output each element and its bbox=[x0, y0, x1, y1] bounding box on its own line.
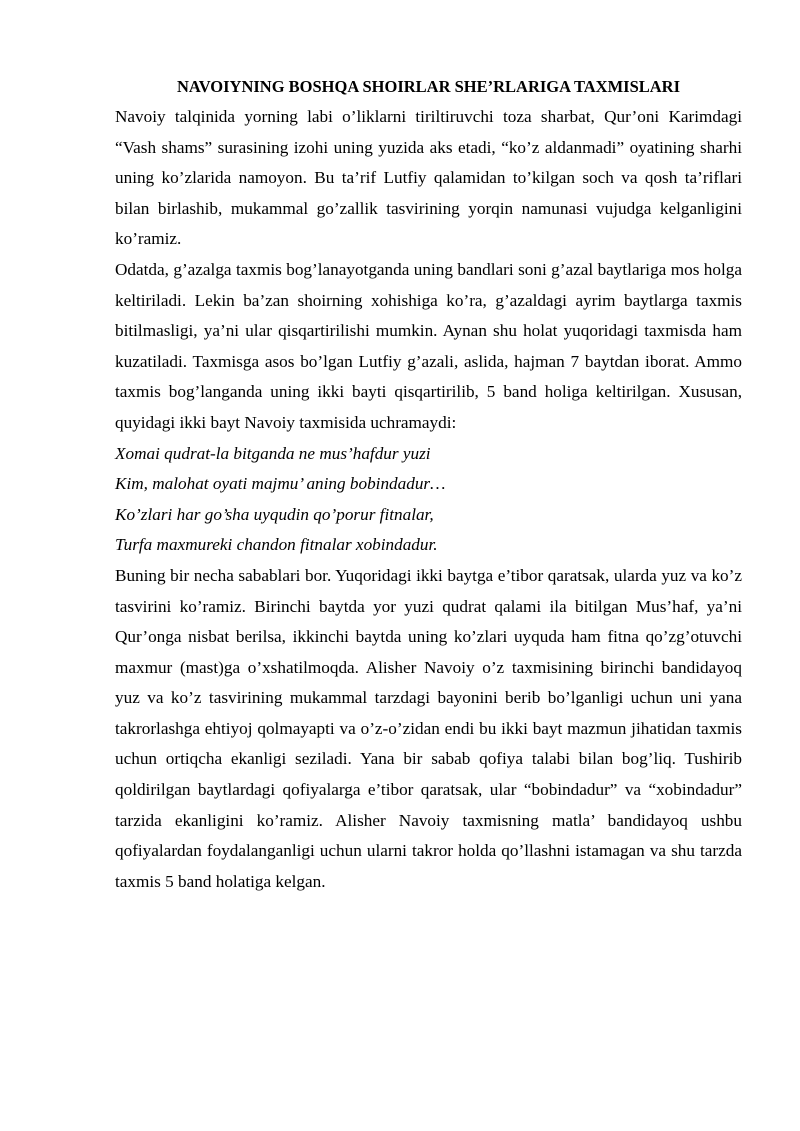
paragraph-1: Navoiy talqinida yorning labi o’liklarni tiriltiruvchi toza sharbat, Qur’oni Karimdagi “Vash shams” surasining izohi uning yuzida aks etadi, “ko’z aldanmadi” oyatining sharhi uning ko’zlarida namoyon. Bu ta’rif Lutfiy qalamidan to’kilgan soch va qosh ta’riflari bilan birlashib, mukammal go’zallik tasvirining yorqin namunasi vujudga kelganligini ko’ramiz. bbox=[115, 107, 742, 249]
paragraph-2: Odatda, g’azalga taxmis bog’lanayotganda uning bandlari soni g’azal baytlariga mos holga keltiriladi. Lekin ba’zan shoirning xohishiga ko’ra, g’azaldagi ayrim baytlarga taxmis bitilmasligi, ya’ni ular qisqartirilishi mumkin. Aynan shu holat yuqoridagi taxmisda ham kuzatiladi. Taxmisga asos bo’lgan Lutfiy g’azali, aslida, hajman 7 baytdan iborat. Ammo taxmis bog’langanda uning ikki bayti qisqartirilib, 5 band holiga keltirilgan. Xususan, quyidagi ikki bayt Navoiy taxmisida uchramaydi: bbox=[115, 259, 742, 432]
verse-line-3: Ko’zlari har go’sha uyqudin qo’porur fitnalar, bbox=[115, 504, 434, 524]
verse-line-2: Kim, malohat oyati majmu’ aning bobindadur… bbox=[115, 474, 446, 494]
paragraph-3: Buning bir necha sabablari bor. Yuqoridagi ikki baytga e’tibor qaratsak, ularda yuz va ko’z tasvirini ko’ramiz. Birinchi baytda yor yuzi qudrat qalami ila bitilgan Mus’haf, ya’ni Qur’onga nisbat berilsa, ikkinchi baytda uning ko’zlari uyquda ham fitna qo’zg’otuvchi maxmur (mast)ga o’xshatilmoqda. Alisher Navoiy o’z taxmisining birinchi bandidayoq yuz va ko’z tasvirining mukammal tarzdagi bayonini berib bo’lganligi uchun uni yana takrorlashga ehtiyoj qolmayapti va o’z-o’zidan endi bu ikki bayt mazmun jihatidan taxmis uchun ortiqcha ekanligi seziladi. Yana bir sabab qofiya talabi bilan bog’liq. Tushirib qoldirilgan baytlardagi qofiyalarga e’tibor qaratsak, ular “bobindadur” va “xobindadur” tarzida ekanligini ko’ramiz. Alisher Navoiy taxmisning matla’ bandidayoq ushbu qofiyalardan foydalanganligi uchun ularni takror holda qo’llashni istamagan va shu tarzda taxmis 5 band holatiga kelgan. bbox=[115, 565, 742, 891]
verse-line-4: Turfa maxmureki chandon fitnalar xobindadur. bbox=[115, 535, 438, 555]
document-page bbox=[115, 72, 742, 897]
document-title: NAVOIYNING BOSHQA SHOIRLAR SHE’RLARIGA TAXMISLARI bbox=[176, 77, 681, 96]
verse-line-1: Xomai qudrat-la bitganda ne mus’hafdur yuzi bbox=[115, 443, 431, 463]
